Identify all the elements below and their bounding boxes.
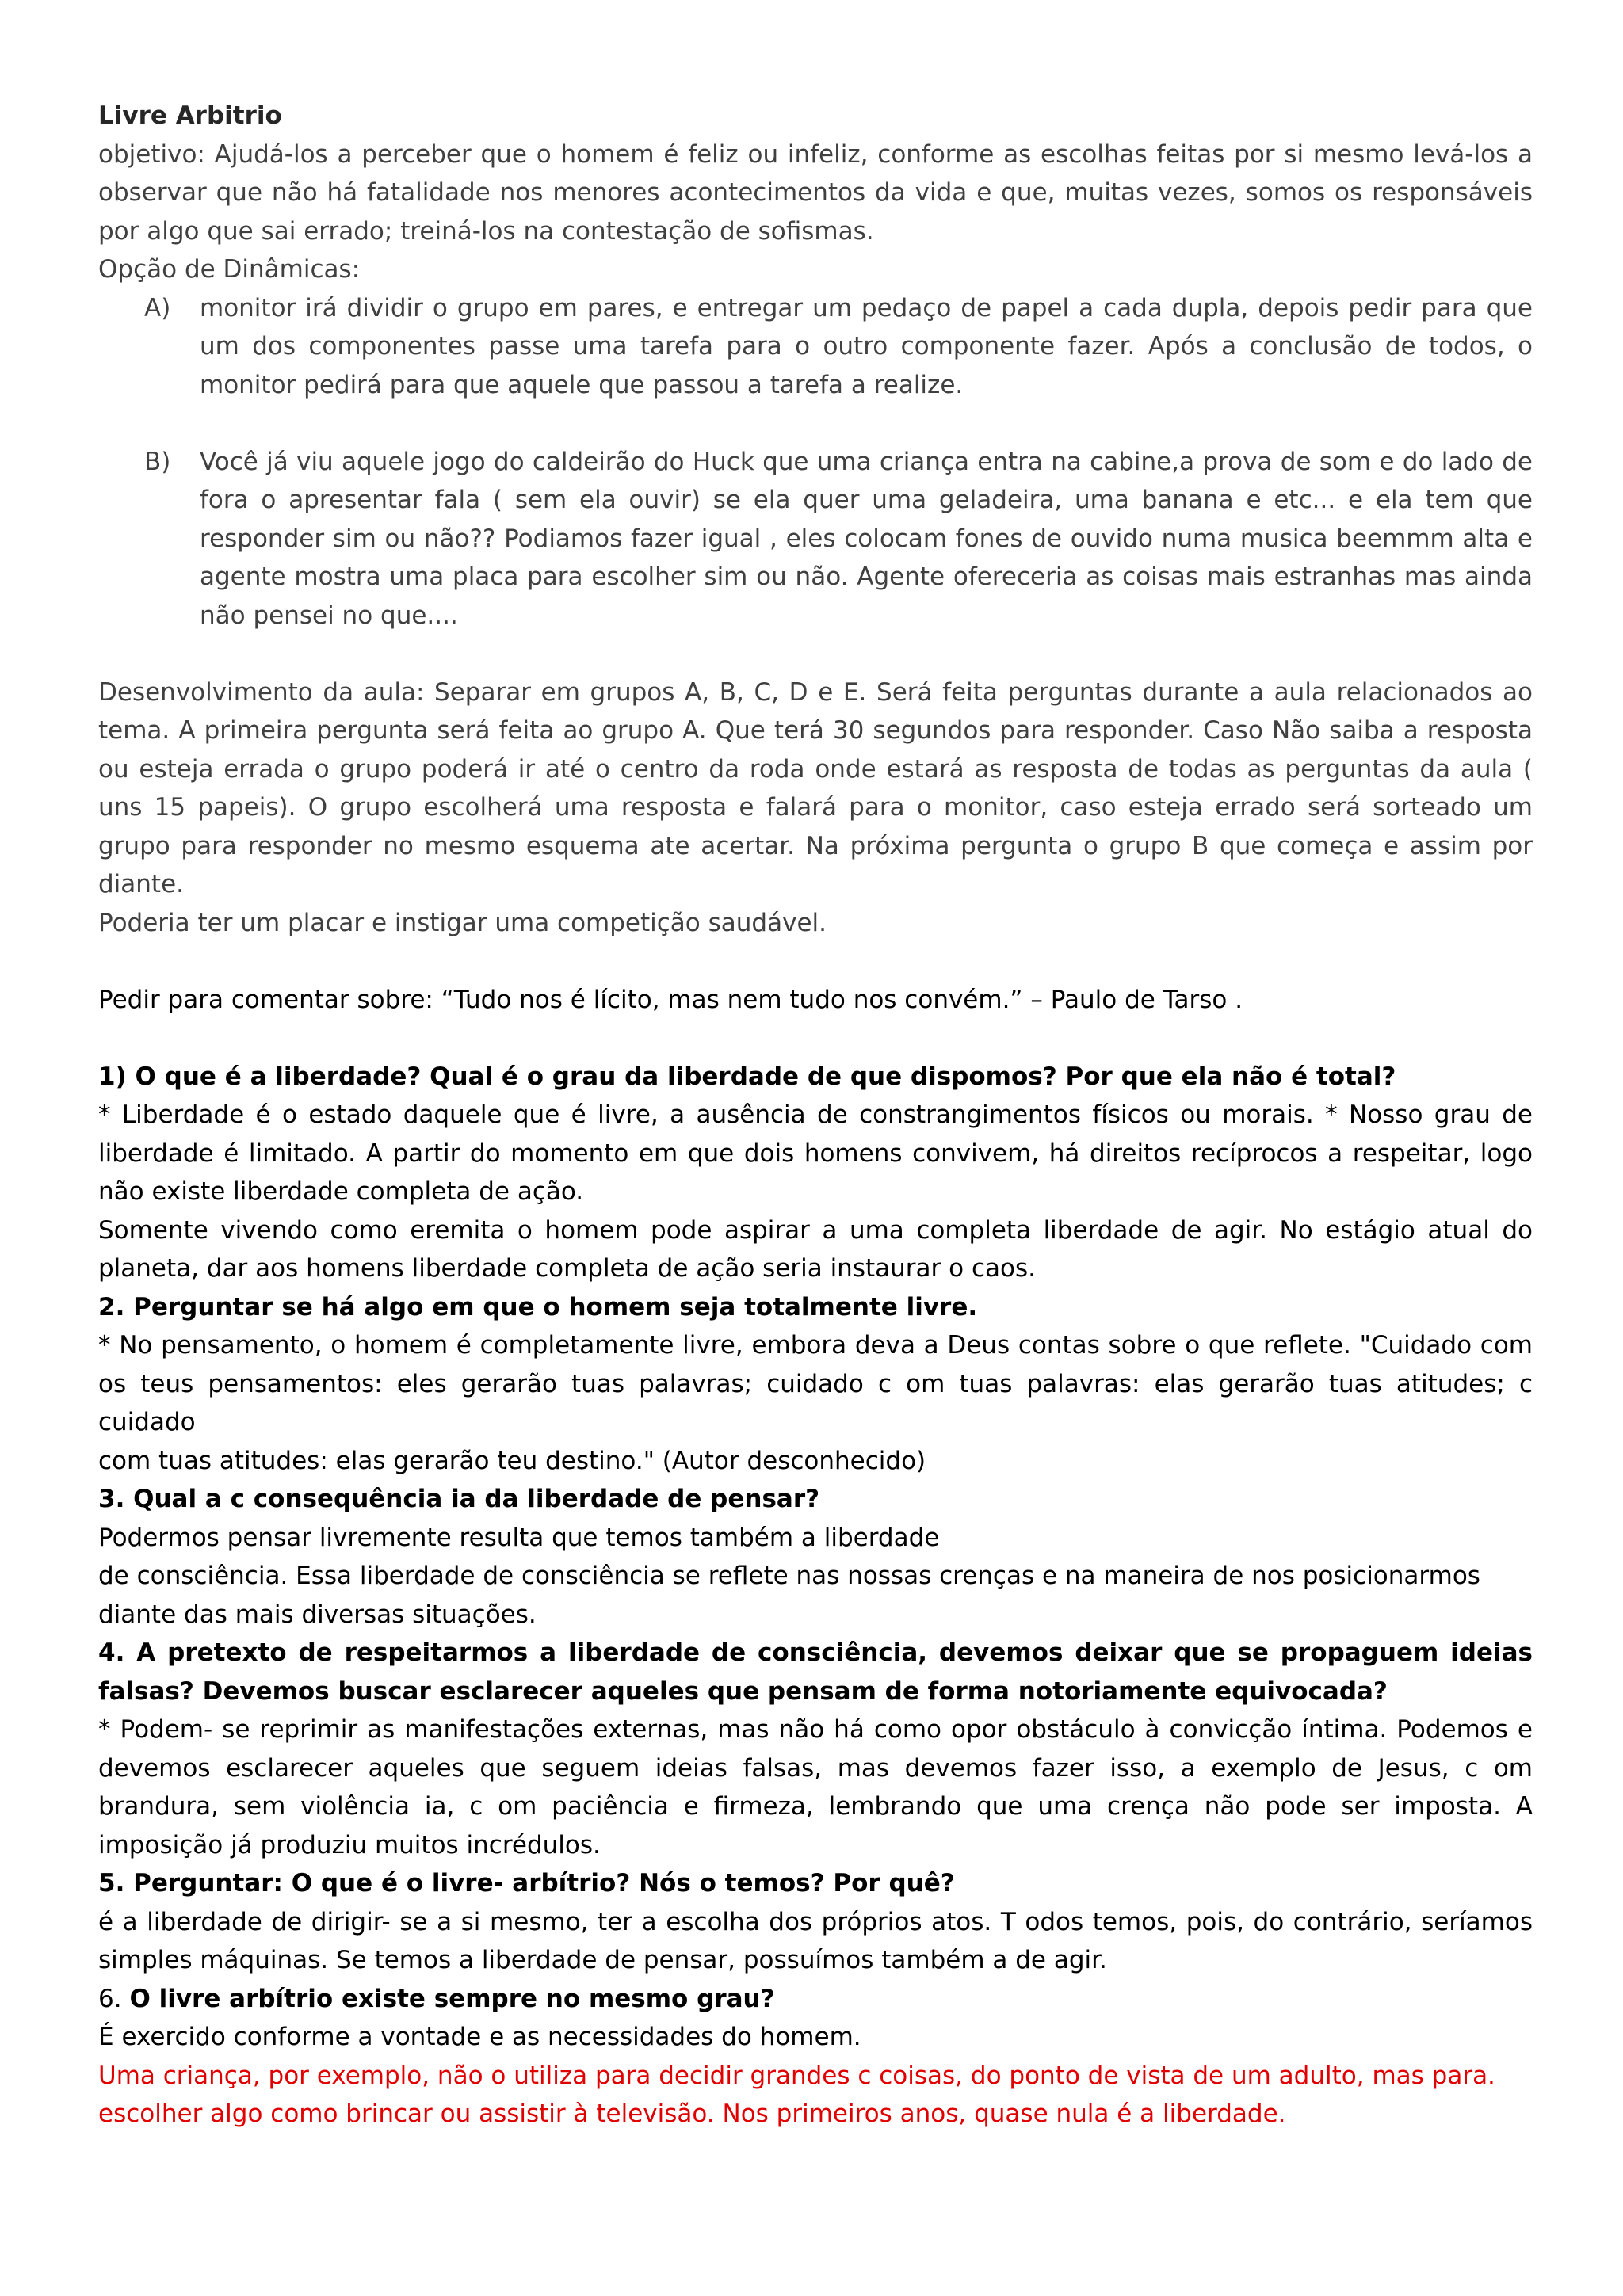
option-b [98,443,1533,635]
placar-paragraph: Poderia ter um placar e instigar uma competição saudável. [98,908,827,937]
objective-paragraph: objetivo: Ajudá-los a perceber que o homem é feliz ou infeliz, conforme as escolhas feitas por si mesmo levá-los a observar que não há fatalidade nos menores acontecimentos da vida e que, muitas vezes, somos os responsáveis por algo que sai errado; treiná-los na contestação de sofismas. [98,139,1533,246]
question-3: 3. Qual a c consequência ia da liberdade de pensar? [98,1485,820,1513]
document-title: Livre Arbitrio [98,101,282,130]
question-5: 5. Perguntar: O que é o livre- arbítrio? Nós o temos? Por quê? [98,1869,955,1897]
question-6-text: O livre arbítrio existe sempre no mesmo grau? [129,1984,775,2013]
question-2: 2. Perguntar se há algo em que o homem seja totalmente livre. [98,1292,978,1322]
question-4: 4. A pretexto de respeitarmos a liberdade de consciência, devemos deixar que se propaguem ideias falsas? Devemos buscar esclarecer aqueles que pensam de forma notoriamente equivocada? [98,1638,1533,1706]
answer-6: É exercido conforme a vontade e as necessidades do homem. [98,2023,861,2051]
answer-2a: * No pensamento, o homem é completamente livre, embora deva a Deus contas sobre o que reflete. "Cuidado com os teus pensamentos: eles gerarão tuas palavras; cuidado c om tuas palavras: elas gerarão tuas atitudes; c cuidado [98,1331,1533,1436]
blank-line [98,404,1533,443]
question-6 [98,1980,1533,2019]
blank-line [98,942,1533,981]
blank-line [98,1019,1533,1058]
development-paragraph: Desenvolvimento da aula: Separar em grupos A, B, C, D e E. Será feita perguntas durante a aula relacionados ao tema. A primeira pergunta será feita ao grupo A. Que terá 30 segundos para responder. Caso Não saiba a resposta ou esteja errada o grupo poderá ir até o centro da roda onde estará as resposta de todas as perguntas da aula ( uns 15 papeis). O grupo escolherá uma resposta e falará para o monitor, caso esteja errado será sorteado um grupo para responder no mesmo esquema ate acertar. Na próxima pergunta o grupo B que começa e assim por diante. [98,677,1533,898]
answer-2b: com tuas atitudes: elas gerarão teu destino." (Autor desconhecido) [98,1446,926,1475]
document-page [98,97,1533,2134]
question-6-number: 6. [98,1984,122,2013]
quote-paragraph: Pedir para comentar sobre: “Tudo nos é lícito, mas nem tudo nos convém.” – Paulo de Tarso . [98,985,1243,1014]
answer-5: é a liberdade de dirigir- se a si mesmo, ter a escolha dos próprios atos. T odos temos, pois, do contrário, seríamos simples máquinas. Se temos a liberdade de pensar, possuímos também a de agir. [98,1907,1533,1974]
answer-4: * Podem- se reprimir as manifestações externas, mas não há como opor obstáculo à convicção íntima. Podemos e devemos esclarecer aqueles que seguem ideias falsas, mas devemos fazer isso, a exemplo de Jesus, c om brandura, sem violência ia, c om paciência e firmeza, lembrando que uma crença não pode ser imposta. A imposição já produziu muitos incrédulos. [98,1715,1533,1859]
options-heading: Opção de Dinâmicas: [98,255,361,284]
answer-1a: * Liberdade é o estado daquele que é livre, a ausência de constrangimentos físicos ou morais. * Nosso grau de liberdade é limitado. A partir do momento em que dois homens convivem, há direitos recíprocos a respeitar, logo não existe liberdade completa de ação. [98,1100,1533,1206]
option-a [98,289,1533,405]
option-b-marker: B) [144,447,171,476]
answer-1b: Somente vivendo como eremita o homem pode aspirar a uma completa liberdade de agir. No estágio atual do planeta, dar aos homens liberdade completa de ação seria instaurar o caos. [98,1215,1533,1283]
option-a-text: monitor irá dividir o grupo em pares, e entregar um pedaço de papel a cada dupla, depois pedir para que um dos componentes passe uma tarefa para o outro componente fazer. Após a conclusão de todos, o monitor pedirá para que aquele que passou a tarefa a realize. [200,293,1533,399]
answer-3b: de consciência. Essa liberdade de consciência se reflete nas nossas crenças e na maneira de nos posicionarmos diante das mais diversas situações. [98,1562,1480,1629]
answer-3a: Podermos pensar livremente resulta que temos também a liberdade [98,1523,940,1552]
answer-6-highlight: Uma criança, por exemplo, não o utiliza para decidir grandes c coisas, do ponto de vista de um adulto, mas para. escolher algo como brincar ou assistir à televisão. Nos primeiros anos, quase nula é a liberdade. [98,2061,1495,2128]
blank-line [98,635,1533,673]
question-1: 1) O que é a liberdade? Qual é o grau da liberdade de que dispomos? Por que ela não é total? [98,1062,1396,1091]
option-a-marker: A) [144,293,171,322]
option-b-text: Você já viu aquele jogo do caldeirão do Huck que uma criança entra na cabine,a prova de som e do lado de fora o apresentar fala ( sem ela ouvir) se ela quer uma geladeira, uma banana e etc... e ela tem que responder sim ou não?? Podiamos fazer igual , eles colocam fones de ouvido numa musica beemmm alta e agente mostra uma placa para escolher sim ou não. Agente ofereceria as coisas mais estranhas mas ainda não pensei no que.... [200,447,1533,630]
